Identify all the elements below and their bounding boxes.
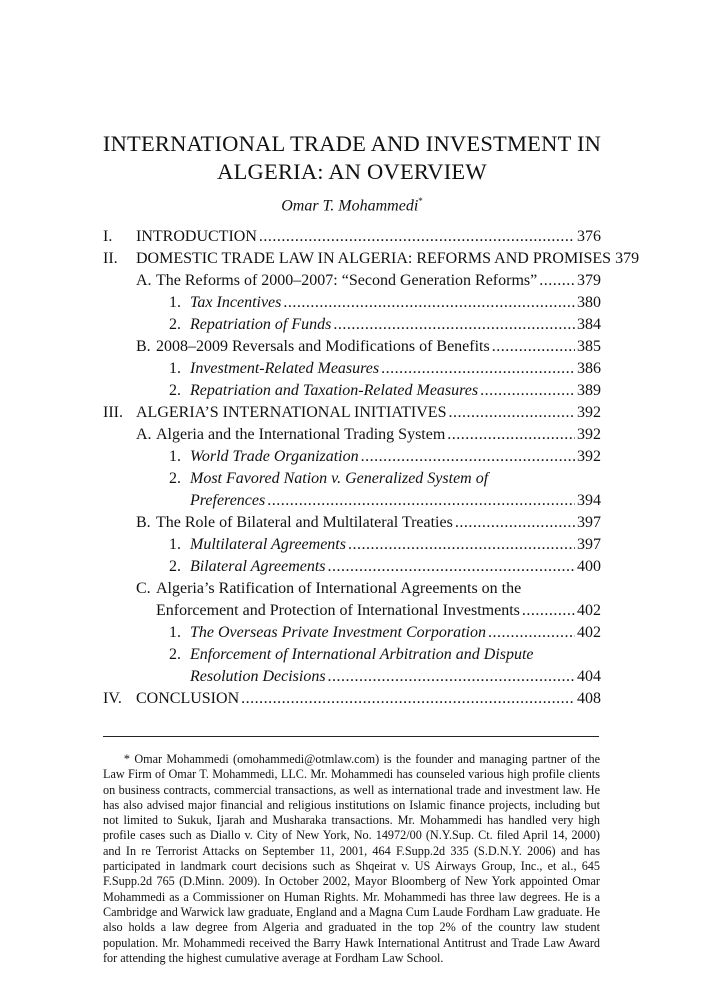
- toc-entry-text: Enforcement and Protection of International Investments: [156, 602, 520, 619]
- toc-entry-mfn-line-1: [169, 470, 489, 488]
- toc-subnumber: 1.: [169, 294, 181, 311]
- toc-entry-tax-incentives: [169, 294, 601, 312]
- toc-number: IV.: [103, 690, 122, 707]
- toc-entry-text: INTRODUCTION: [136, 228, 257, 245]
- toc-leader: [328, 668, 575, 686]
- toc-entry-ratification-line-2: [156, 602, 601, 620]
- toc-subnumber: 2.: [169, 470, 181, 487]
- toc-page: 379: [615, 250, 640, 267]
- toc-page: 392: [577, 448, 601, 465]
- toc-leader: [241, 690, 575, 708]
- toc-entry-text: Most Favored Nation v. Generalized System of: [190, 470, 489, 487]
- author-name-text: Omar T. Mohammedi: [281, 197, 419, 215]
- toc-page: 384: [577, 316, 601, 333]
- toc-entry-text: World Trade Organization: [190, 448, 359, 465]
- toc-page: 402: [577, 602, 601, 619]
- toc-number: III.: [103, 404, 123, 421]
- toc-entry-conclusion: [103, 690, 601, 708]
- toc-entry-introduction: [103, 228, 601, 246]
- toc-entry-mfn-line-2: [190, 492, 601, 510]
- toc-entry-text: Repatriation and Taxation-Related Measures: [190, 382, 479, 399]
- toc-page: 404: [577, 668, 601, 685]
- toc-page: 386: [577, 360, 601, 377]
- toc-leader: [283, 294, 575, 312]
- toc-entry-ratification-line-1: [136, 580, 522, 598]
- toc-entry-text: DOMESTIC TRADE LAW IN ALGERIA: REFORMS AND PROMISES: [136, 250, 612, 267]
- toc-entry-text: Algeria and the International Trading System: [156, 426, 446, 443]
- toc-leader: [328, 558, 575, 576]
- toc-page: 400: [577, 558, 601, 575]
- toc-subnumber: 1.: [169, 448, 181, 465]
- toc-letter: B.: [136, 514, 151, 531]
- toc-subnumber: 2.: [169, 646, 181, 663]
- toc-entry-text: ALGERIA’S INTERNATIONAL INITIATIVES: [136, 404, 447, 421]
- toc-entry-opic: [169, 624, 601, 642]
- toc-entry-text: Enforcement of International Arbitration and Dispute: [190, 646, 534, 663]
- toc-page: 408: [577, 690, 601, 707]
- toc-entry-trading-system: [136, 426, 601, 444]
- toc-entry-text: The Role of Bilateral and Multilateral Treaties: [156, 514, 453, 531]
- toc-entry-text: The Reforms of 2000–2007: “Second Generation Reforms”: [156, 272, 538, 289]
- toc-entry-reversals-2008-2009: [136, 338, 601, 356]
- toc-entry-repatriation-taxation-measures: [169, 382, 601, 400]
- footnote-marker: *: [123, 752, 130, 766]
- toc-page: 402: [577, 624, 601, 641]
- toc-page: 397: [577, 514, 601, 531]
- toc-page: 379: [577, 272, 601, 289]
- author-footnote-marker: *: [418, 196, 423, 206]
- toc-leader: [381, 360, 575, 378]
- toc-entry-text: CONCLUSION: [136, 690, 240, 707]
- toc-entry-bilateral-agreements: [169, 558, 601, 576]
- toc-letter: B.: [136, 338, 151, 355]
- toc-entry-international-initiatives: [103, 404, 601, 422]
- toc-entry-investment-related-measures: [169, 360, 601, 378]
- toc-entry-text: Resolution Decisions: [190, 668, 326, 685]
- toc-letter: C.: [136, 580, 151, 597]
- toc-entry-multilateral-agreements: [169, 536, 601, 554]
- toc-leader: [492, 338, 575, 356]
- toc-subnumber: 1.: [169, 624, 181, 641]
- toc-entry-text: Investment-Related Measures: [190, 360, 380, 377]
- toc-entry-text: Algeria’s Ratification of International Agreements on the: [156, 580, 522, 597]
- toc-entry-world-trade-organization: [169, 448, 601, 466]
- article-title-line-2: ALGERIA: AN OVERVIEW: [217, 159, 487, 184]
- toc-entry-text: Bilateral Agreements: [190, 558, 326, 575]
- toc-leader: [267, 492, 575, 510]
- toc-entry-text: The Overseas Private Investment Corporation: [190, 624, 486, 641]
- toc-page: 394: [577, 492, 601, 509]
- author-name: [0, 196, 704, 215]
- footnote-divider: [103, 736, 599, 737]
- toc-entry-text: Preferences: [190, 492, 266, 509]
- toc-number: I.: [103, 228, 113, 245]
- toc-page: 389: [577, 382, 601, 399]
- toc-page: 397: [577, 536, 601, 553]
- toc-entry-text: 2008–2009 Reversals and Modifications of Benefits: [156, 338, 490, 355]
- toc-page: 392: [577, 426, 601, 443]
- toc-entry-text: Multilateral Agreements: [190, 536, 346, 553]
- toc-letter: A.: [136, 426, 152, 443]
- toc-leader: [539, 272, 575, 290]
- article-title-line-1: INTERNATIONAL TRADE AND INVESTMENT IN: [102, 131, 602, 156]
- toc-subnumber: 2.: [169, 316, 181, 333]
- toc-page: 385: [577, 338, 601, 355]
- toc-subnumber: 2.: [169, 558, 181, 575]
- toc-leader: [488, 624, 575, 642]
- toc-entry-text: Repatriation of Funds: [190, 316, 332, 333]
- toc-subnumber: 1.: [169, 536, 181, 553]
- toc-entry-text: Tax Incentives: [190, 294, 282, 311]
- toc-letter: A.: [136, 272, 152, 289]
- toc-leader: [259, 228, 575, 246]
- toc-entry-treaties: [136, 514, 601, 532]
- toc-leader: [522, 602, 575, 620]
- toc-entry-enforcement-line-1: [169, 646, 534, 664]
- toc-entry-repatriation-of-funds: [169, 316, 601, 334]
- toc-entry-domestic-trade-law: [103, 250, 640, 268]
- toc-subnumber: 2.: [169, 382, 181, 399]
- toc-entry-reforms-2000-2007: [136, 272, 601, 290]
- toc-leader: [480, 382, 575, 400]
- toc-leader: [447, 426, 575, 444]
- toc-leader: [455, 514, 575, 532]
- toc-page: 392: [577, 404, 601, 421]
- toc-leader: [361, 448, 575, 466]
- footnote-text: Omar Mohammedi (omohammedi@otmlaw.com) is the founder and managing partner of the Law Firm of Omar T. Mohammedi, LLC. Mr. Mohammedi has counseled various high profile clients on business contracts, commercial transactions, as well as international trade and investment law. He has also advised major financial and religious institutions on Islamic finance projects, including but not limited to Sukuk, Ijarah and Musharaka transactions. Mr. Mohammedi has handled very high profile cases such as Diallo v. City of New York, No. 14972/00 (N.Y.Sup. Ct. filed April 14, 2000) and In re Terrorist Attacks on September 11, 2001, 464 F.Supp.2d 335 (S.D.N.Y. 2006) and has participated in landmark court decisions such as Shqeirat v. US Airways Group, Inc., et al., 645 F.Supp.2d 765 (D.Minn. 2009). In October 2002, Mayor Bloomberg of New York appointed Omar Mohammedi as a Commissioner on Human Rights. Mr. Mohammedi has three law degrees. He is a Cambridge and Warwick law graduate, England and a Magna Cum Laude Fordham Law graduate. He also holds a law degree from Algeria and graduated in the top 2% of the country law student population. Mr. Mohammedi received the Barry Hawk International Antitrust and Trade Law Award for attending the highest cumulative average at Fordham Law School.: [103, 752, 600, 965]
- toc-page: 380: [577, 294, 601, 311]
- toc-number: II.: [103, 250, 118, 267]
- toc-page: 376: [577, 228, 601, 245]
- toc-leader: [348, 536, 575, 554]
- toc-entry-enforcement-line-2: [190, 668, 601, 686]
- author-footnote: [103, 752, 600, 966]
- toc-subnumber: 1.: [169, 360, 181, 377]
- toc-leader: [448, 404, 575, 422]
- toc-leader: [333, 316, 575, 334]
